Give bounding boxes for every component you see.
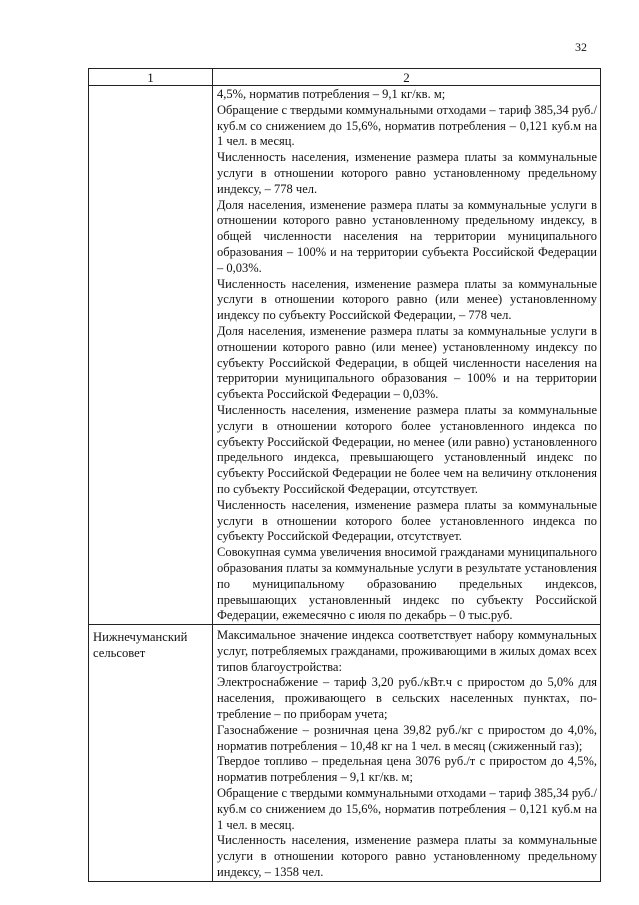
column-header-1: 1 (89, 69, 213, 86)
paragraph: Доля населения, изменение размера платы за коммунальные услуги в отношении которого равно (или менее) установленному индексу по субъекту Российской Федерации, в общей численности населения на территории муниципального образования – 100% и на территории субъекта Российской Федерации – 0,03%. (217, 323, 597, 402)
description-cell (213, 86, 601, 625)
municipality-cell: Нижнечуманский сельсовет (89, 625, 213, 882)
municipality-cell (89, 86, 213, 625)
tariff-table (88, 68, 601, 882)
table-row (89, 86, 601, 625)
paragraph: Численность населения, изменение размера платы за коммунальные услуги в отношении которого более установленного индекса по субъекту Российской Федерации, но менее (или равно) установленного предельного индекса, превышающего установленный индекс по субъекту Российской Федерации не более чем на величину отклонения по субъекту Российской Федерации, отсутствует. (217, 402, 597, 496)
paragraph: Максимальное значение индекса соответствует набору коммунальных услуг, потребляемых гражданами, проживающими в жилых домах всех типов благоустройства: (217, 628, 597, 674)
page-number: 32 (575, 40, 587, 54)
paragraph: 4,5%, норматив потребления – 9,1 кг/кв. м; (217, 87, 446, 101)
paragraph: Численность населения, изменение размера платы за коммунальные услуги в отношении которого равно установленному предельному индексу, – 778 чел. (217, 150, 597, 196)
column-header-2: 2 (213, 69, 601, 86)
paragraph: Численность населения, изменение размера платы за коммунальные услуги в отношении которого равно установленному предельному индексу, – 1358 чел. (217, 833, 597, 880)
paragraph: Газоснабжение – розничная цена 39,82 руб./кг с приростом до 4,0%, норматив потребления – 10,48 кг на 1 чел. в месяц (сжиженный газ); (217, 722, 597, 753)
paragraph: Обращение с твердыми коммунальными отходами – тариф 385,34 руб./куб.м со снижением до 15,6%, норматив потребления – 0,121 куб.м на 1 чел. в месяц. (217, 102, 597, 149)
description-cell (213, 625, 601, 882)
paragraph: Доля населения, изменение размера платы за коммунальные услуги в отношении которого равно установленному предельному индексу, в общей численности населения на территории муниципального образования – 100% и на территории субъекта Российской Федерации – 0,03%. (217, 197, 597, 275)
paragraph: Твердое топливо – предельная цена 3076 руб./т с приростом до 4,5%, норматив потребления – 9,1 кг/кв. м; (217, 754, 597, 785)
paragraph: Численность населения, изменение размера платы за коммунальные услуги в отношении которого более установленного индекса по субъекту Российской Федерации, отсутствует. (217, 497, 597, 544)
paragraph: Электроснабжение – тариф 3,20 руб./кВт.ч с приростом до 5,0% для населения, проживающего в сельских населенных пунктах, потребление – по приборам учета; (217, 675, 597, 722)
table-row (89, 625, 601, 882)
paragraph: Обращение с твердыми коммунальными отходами – тариф 385,34 руб./куб.м со снижением до 15,6%, норматив потребления – 0,121 куб.м на 1 чел. в месяц. (217, 786, 597, 832)
paragraph: Численность населения, изменение размера платы за коммунальные услуги в отношении которого равно (или менее) установленному индексу по субъекту Российской Федерации, – 778 чел. (217, 276, 597, 323)
header-row (89, 69, 601, 86)
paragraph: Совокупная сумма увеличения вносимой гражданами муниципального образования платы за коммунальные услуги в результате установления по муниципальному образованию предельных индексов, превышающих установленный индекс по субъекту Российской Федерации, ежемесячно с июля по декабрь – 0 тыс.руб. (217, 545, 597, 623)
